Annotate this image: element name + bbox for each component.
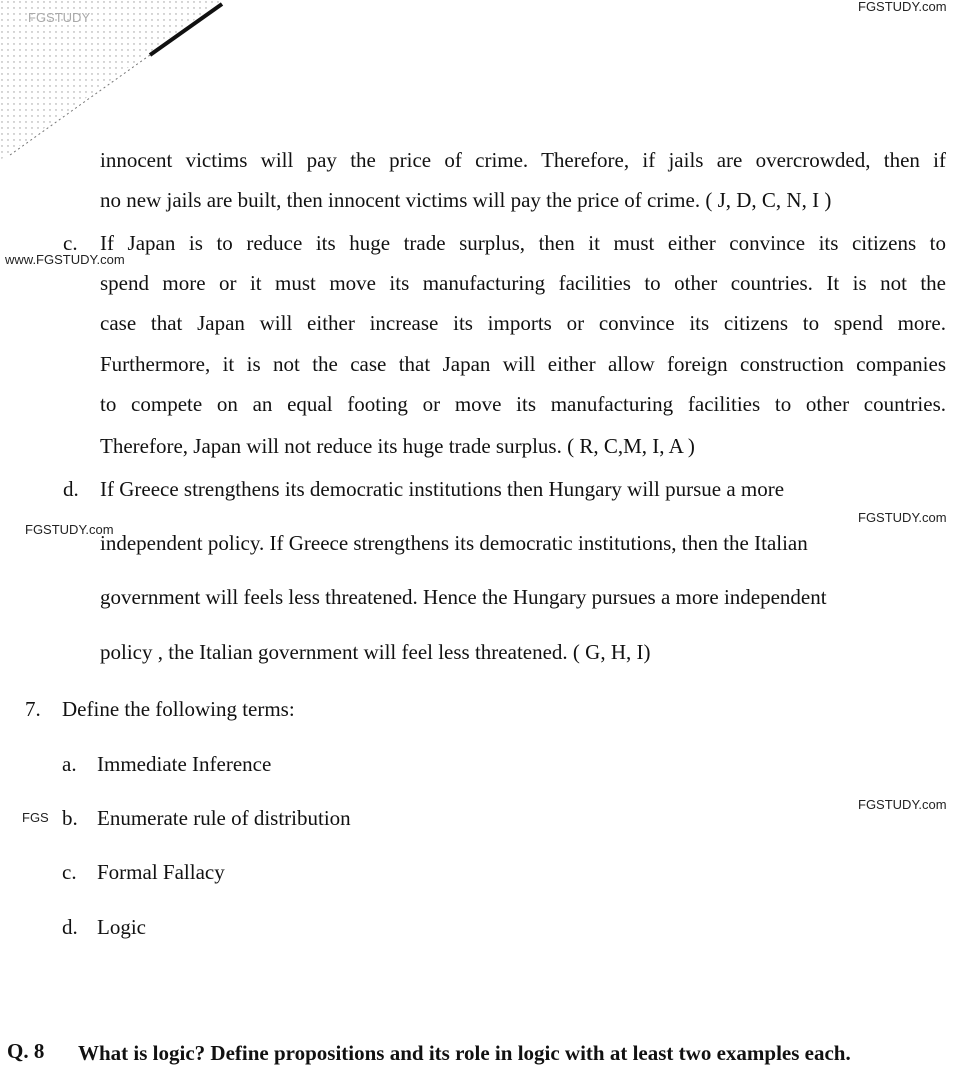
q6d-line-3: government will feels less threatened. Hence the Hungary pursues a more independent	[100, 585, 827, 609]
q7a-text: Immediate Inference	[97, 752, 272, 776]
q6c-line-4: Furthermore, it is not the case that Japan will either allow foreign construction companies	[100, 352, 946, 376]
q6d-label: d.	[63, 477, 79, 501]
watermark-left-b: FGS	[22, 810, 49, 825]
q7c-text: Formal Fallacy	[97, 860, 225, 884]
q6c-line-3: case that Japan will either increase its imports or convince its citizens to spend more.	[100, 311, 946, 335]
q6c-line-2: spend more or it must move its manufacturing facilities to other countries. It is not the	[100, 271, 946, 295]
q8-number: Q. 8	[7, 1039, 45, 1063]
q6c-line-1: If Japan is to reduce its huge trade surplus, then it must either convince its citizens to	[100, 231, 946, 255]
watermark-right-d: FGSTUDY.com	[858, 510, 947, 525]
q6b-line-1: innocent victims will pay the price of crime. Therefore, if jails are overcrowded, then if	[100, 148, 946, 172]
q6d-line-4: policy , the Italian government will feel less threatened. ( G, H, I)	[100, 640, 651, 664]
q7d-label: d.	[62, 915, 78, 939]
q7-title: Define the following terms:	[62, 697, 295, 721]
q6d-line-1: If Greece strengthens its democratic institutions then Hungary will pursue a more	[100, 477, 785, 501]
q6c-label: c.	[63, 231, 78, 255]
q6c-line-5: to compete on an equal footing or move its manufacturing facilities to other countries.	[100, 392, 946, 416]
q7c-label: c.	[62, 860, 77, 884]
q6c-line-6: Therefore, Japan will not reduce its huge trade surplus. ( R, C,M, I, A )	[100, 434, 695, 458]
watermark-left-d: FGSTUDY.com	[25, 522, 114, 537]
q7-number: 7.	[25, 697, 41, 721]
q6d-line-2: independent policy. If Greece strengthens its democratic institutions, then the Italian	[100, 531, 808, 555]
q8-text: What is logic? Define propositions and its role in logic with at least two examples each.	[78, 1041, 851, 1065]
watermark-top-right: FGSTUDY.com	[858, 0, 947, 14]
q7b-text: Enumerate rule of distribution	[97, 806, 351, 830]
scan-artifact-corner	[0, 0, 230, 170]
q6b-line-2: no new jails are built, then innocent victims will pay the price of crime. ( J, D, C, N, I )	[100, 188, 832, 212]
watermark-left-c: www.FGSTUDY.com	[5, 252, 125, 267]
q7a-label: a.	[62, 752, 77, 776]
corner-watermark: FGSTUDY	[28, 10, 91, 25]
watermark-right-b: FGSTUDY.com	[858, 797, 947, 812]
q7b-label: b.	[62, 806, 78, 830]
q7d-text: Logic	[97, 915, 146, 939]
